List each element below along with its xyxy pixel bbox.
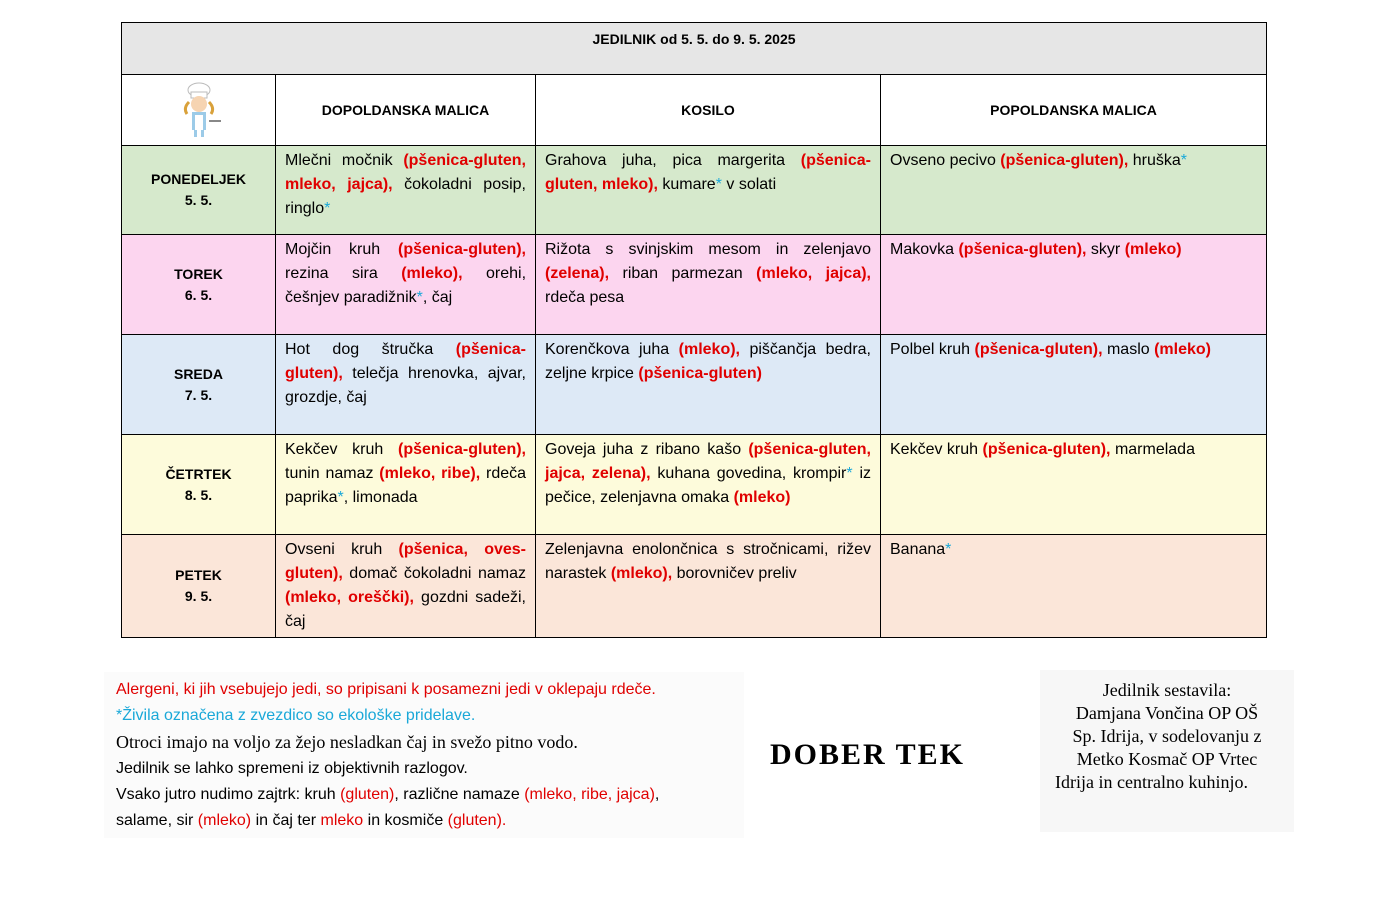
meal-text: čokoladni posip, ringlo <box>285 176 527 217</box>
meal-text: Goveja juha z ribano kašo <box>545 441 749 458</box>
organic-star: * <box>324 200 331 217</box>
day-row <box>122 435 1267 535</box>
day-date: 8. 5. <box>184 486 213 503</box>
breakfast-note <box>116 782 659 808</box>
meal-text: rdeča pesa <box>545 289 625 306</box>
meal-text: skyr <box>1086 241 1125 258</box>
meal-text: piščančja bedra, zeljne krpice <box>545 341 871 382</box>
allergen-text: (pšenica-gluten, mleko), <box>545 152 871 193</box>
lunch <box>536 535 881 638</box>
note-text: , različne namaze <box>394 786 525 803</box>
meal-text: Hot dog štručka <box>285 341 456 358</box>
allergen-text: (zelena), <box>545 265 610 282</box>
day-label <box>122 146 276 235</box>
allergen-text: (pšenica-gluten) <box>638 365 762 382</box>
note-text: , <box>654 786 660 803</box>
meal-text: Korenčkova juha <box>545 341 679 358</box>
author-line: Idrija in centralno kuhinjo. <box>1055 772 1248 792</box>
meal-text: telečja hrenovka, ajvar, grozdje, čaj <box>285 365 526 406</box>
meal-text: Grahova juha, pica margerita <box>545 152 801 169</box>
day-date: 6. 5. <box>184 286 213 303</box>
drinks-note: Otroci imajo na voljo za žejo nesladkan čaj in svežo pitno vodo. <box>116 732 578 752</box>
organic-star: * <box>337 489 344 506</box>
day-row <box>122 335 1267 435</box>
afternoon-snack <box>881 235 1267 335</box>
meal-text: maslo <box>1102 341 1155 358</box>
column-header: POPOLDANSKA MALICA <box>881 75 1267 146</box>
day-row <box>122 146 1267 235</box>
meal-text: borovničev preliv <box>672 565 797 582</box>
day-label <box>122 335 276 435</box>
allergen-text: (mleko, oreščki), <box>285 589 414 606</box>
allergen-text: (mleko, ribe, jajca) <box>524 786 655 803</box>
allergen-text: (pšenica, oves-gluten), <box>285 541 526 582</box>
day-name: ČETRTEK <box>165 465 232 482</box>
meal-text: Ovseno pecivo <box>890 152 1001 169</box>
day-name: TOREK <box>174 265 223 282</box>
column-header: DOPOLDANSKA MALICA <box>276 75 536 146</box>
author-box <box>1040 670 1294 832</box>
organic-star: * <box>715 176 722 193</box>
allergen-text: (pšenica-gluten, mleko, jajca), <box>285 152 526 193</box>
meal-text: Kekčev kruh <box>285 441 398 458</box>
meal-text: rdeča paprika <box>285 465 527 506</box>
meal-text: Makovka <box>890 241 959 258</box>
slogan: DOBER TEK <box>770 738 965 771</box>
meal-text: kuhana govedina, krompir <box>650 465 847 482</box>
allergen-text: (pšenica-gluten), <box>285 341 526 382</box>
meal-text: iz pečice, zelenjavna omaka <box>545 465 871 506</box>
morning-snack <box>276 335 536 435</box>
day-name: PONEDELJEK <box>151 171 246 187</box>
allergen-note: Alergeni, ki jih vsebujejo jedi, so pripisani k posamezni jedi v oklepaju rdeče. <box>116 681 656 698</box>
allergen-text: (pšenica-gluten), <box>974 341 1103 358</box>
meal-text: , limonada <box>343 489 418 506</box>
morning-snack <box>276 535 536 638</box>
allergen-text: (gluten) <box>340 786 395 803</box>
allergen-text: (pšenica-gluten), <box>958 241 1087 258</box>
allergen-text: (pšenica-gluten), <box>397 441 526 458</box>
day-date: 5. 5. <box>184 192 213 208</box>
lunch <box>536 335 881 435</box>
notes-box <box>104 672 744 838</box>
meal-text: v solati <box>721 176 777 193</box>
allergen-text: (mleko) <box>733 489 791 506</box>
chef-cell <box>122 75 276 146</box>
meal-text: tunin namaz <box>285 465 380 482</box>
organic-star: * <box>1180 152 1187 169</box>
meal-text: Zelenjavna enolončnica s stročnicami, rižev narastek <box>545 541 871 582</box>
meal-text: Rižota s svinjskim mesom in zelenjavo <box>545 241 871 258</box>
afternoon-snack <box>881 435 1267 535</box>
day-label <box>122 235 276 335</box>
day-date: 7. 5. <box>184 386 213 403</box>
lunch <box>536 235 881 335</box>
breakfast-note-continued <box>116 808 506 834</box>
afternoon-snack <box>881 535 1267 638</box>
allergen-text: (mleko) <box>197 812 252 829</box>
day-label <box>122 535 276 638</box>
menu-table <box>121 22 1267 638</box>
allergen-text: (mleko, jajca), <box>756 265 871 282</box>
meal-text: gozdni sadeži, čaj <box>285 589 526 630</box>
meal-text: kumare <box>657 176 716 193</box>
day-row <box>122 235 1267 335</box>
allergen-text: (mleko) <box>1124 241 1182 258</box>
morning-snack <box>276 146 536 235</box>
note-text: salame, sir <box>116 812 198 829</box>
meal-text: marmelada <box>1110 441 1195 458</box>
meal-text: riban parmezan <box>609 265 757 282</box>
allergen-text: (gluten). <box>447 812 507 829</box>
author-line: Metko Kosmač OP Vrtec <box>1076 749 1258 769</box>
allergen-text: (mleko), <box>610 565 673 582</box>
meal-text: Ovseni kruh <box>285 541 399 558</box>
organic-note: *Živila označena z zvezdico so ekološke pridelave. <box>116 707 476 724</box>
meal-text: domač čokoladni namaz <box>342 565 526 582</box>
day-row <box>122 535 1267 638</box>
day-name: PETEK <box>175 567 222 583</box>
note-text: in kosmiče <box>363 812 448 829</box>
allergen-text: (pšenica-gluten, jajca, zelena), <box>545 441 871 482</box>
morning-snack <box>276 435 536 535</box>
afternoon-snack <box>881 335 1267 435</box>
lunch <box>536 435 881 535</box>
day-date: 9. 5. <box>184 588 213 604</box>
note-text: in čaj ter <box>251 812 321 829</box>
allergen-text: (mleko), <box>401 265 463 282</box>
allergen-text: mleko <box>320 812 364 829</box>
day-label <box>122 435 276 535</box>
allergen-text: (mleko), <box>678 341 740 358</box>
allergen-text: (mleko, ribe), <box>379 465 481 482</box>
meal-text: hruška <box>1128 152 1181 169</box>
author-line: Damjana Vončina OP OŠ <box>1075 703 1259 723</box>
chef-icon <box>169 81 229 139</box>
meal-text: Mojčin kruh <box>285 241 398 258</box>
lunch <box>536 146 881 235</box>
organic-star: * <box>416 289 423 306</box>
allergen-text: (pšenica-gluten), <box>397 241 526 258</box>
menu-title: JEDILNIK od 5. 5. do 9. 5. 2025 <box>122 23 1267 75</box>
meal-text: orehi, češnjev paradižnik <box>285 265 527 306</box>
allergen-text: (pšenica-gluten), <box>1000 152 1129 169</box>
organic-star: * <box>846 465 853 482</box>
column-header: KOSILO <box>536 75 881 146</box>
afternoon-snack <box>881 146 1267 235</box>
day-name: SREDA <box>173 365 223 382</box>
morning-snack <box>276 235 536 335</box>
author-line: Jedilnik sestavila: <box>1102 680 1232 700</box>
organic-star: * <box>945 541 952 558</box>
meal-text: Kekčev kruh <box>890 441 983 458</box>
change-note: Jedilnik se lahko spremeni iz objektivnih razlogov. <box>116 760 468 777</box>
note-text: Vsako jutro nudimo zajtrk: kruh <box>116 786 341 803</box>
author-line: Sp. Idrija, v sodelovanju z <box>1072 726 1262 746</box>
meal-text: Banana <box>890 541 946 558</box>
allergen-text: (pšenica-gluten), <box>982 441 1111 458</box>
meal-text: rezina sira <box>285 265 402 282</box>
allergen-text: (mleko) <box>1154 341 1211 358</box>
meal-text: Polbel kruh <box>890 341 975 358</box>
meal-text: , čaj <box>422 289 453 306</box>
meal-text: Mlečni močnik <box>285 152 404 169</box>
